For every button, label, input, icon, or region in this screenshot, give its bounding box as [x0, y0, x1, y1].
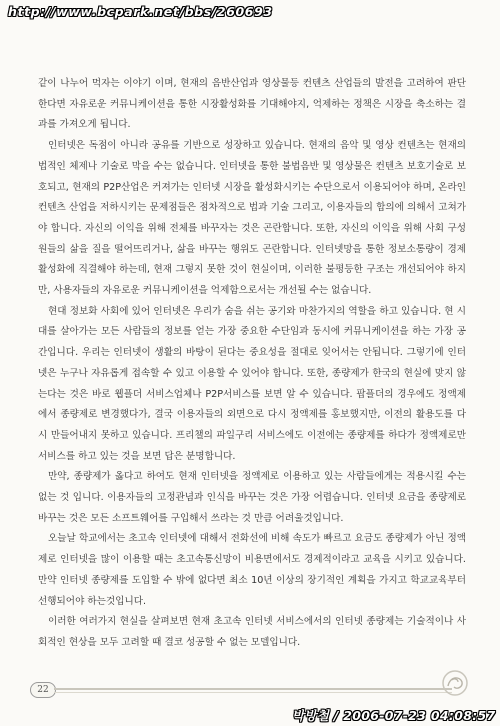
paragraph: 오늘날 학교에서는 초고속 인터넷에 대해서 전화선에 비해 속도가 빠르고 요금도 종량제가 아닌 정액제로 인터넷을 많이 이용할 때는 초고속통신망이 비용면에서도 경제적이라고 교육을 시키고 있습니다. 만약 인터넷 종량제를 도입할 수 밖에 없다면 최소 10년 이상의 장기적인 계획을 가지고 학교교육부터 선행되어야 하는것입니다. — [38, 533, 466, 607]
footer-rule-secondary — [54, 692, 452, 693]
body-text — [38, 74, 466, 654]
page-number: 22 — [30, 682, 56, 698]
footer-ornament-icon — [440, 668, 470, 698]
footer-rule — [54, 688, 452, 690]
paragraph: 같이 나누어 먹자는 이야기 이며, 현재의 음반산업과 영상물등 컨텐츠 산업들의 발전을 고려하여 판단한다면 자유로운 커뮤니케이션을 통한 시장활성화를 기대해야지, 억제하는 정책은 시장을 축소하는 결과를 가져오게 됩니다. — [38, 78, 466, 131]
source-url-overlay: http://www.bcpark.net/bbs/260693 — [8, 4, 273, 19]
paragraph: 인터넷은 독점이 아니라 공유를 기반으로 성장하고 있습니다. 현재의 음악 및 영상 컨텐츠는 현재의 법적인 체제나 기술로 막을 수는 없습니다. 인터넷을 통한 불법음반 및 영상물은 컨텐츠 보호기술로 보호되고, 현재의 P2P산업은 커져가는 인터넷 시장을 활성화시키는 수단으로서 이용되어야 하며, 온라인 컨텐츠 산업을 저하시키는 문제점들은 점차적으로 법과 기술 그리고, 이용자들의 합의에 의해서 고쳐가야 합니다. 자신의 이익을 위해 전체를 바꾸자는 것은 곤란합니다. 또한, 자신의 이익을 위해 사회 구성원들의 삶을 질을 떨어뜨리거나, 삶을 바꾸는 행위도 곤란합니다. 인터넷망을 통한 정보소통량이 경제활성화에 직결해야 하는데, 현재 그렇지 못한 것이 현실이며, 이러한 불평등한 구조는 개선되어야 하지만, 사용자들의 자유로운 커뮤니케이션을 억제함으로서는 개선될 수는 없습니다. — [38, 140, 466, 297]
paragraph: 이러한 여러가지 현실을 살펴보면 현재 초고속 인터넷 서비스에서의 인터넷 종량제는 기술적이나 사회적인 현상을 모두 고려할 때 결코 성공할 수 없는 모델입니다. — [38, 616, 466, 648]
upload-watermark: 박방철 / 2006-07-23 04:08:57 — [292, 708, 496, 723]
page-footer — [30, 676, 470, 706]
paragraph: 만약, 종량제가 옳다고 하여도 현재 인터넷을 정액제로 이용하고 있는 사람들에게는 적용시킬 수는 없는 것 입니다. 이용자들의 고정관념과 인식을 바꾸는 것은 가장 어렵습니다. 인터넷 요금을 종량제로 바꾸는 것은 모든 소프트웨어를 구입해서 쓰라는 것 만큼 어려울것입니다. — [38, 471, 466, 524]
paragraph: 현대 정보화 사회에 있어 인터넷은 우리가 숨을 쉬는 공기와 마찬가지의 역할을 하고 있습니다. 현 시대를 살아가는 모든 사람들의 정보를 얻는 가장 중요한 수단임과 동시에 커뮤니케이션을 하는 가장 공간입니다. 우리는 인터넷이 생활의 바탕이 된다는 중요성을 절대로 잊어서는 안됩니다. 그렇기에 인터넷은 누구나 자유롭게 접속할 수 있고 이용할 수 있어야 합니다. 또한, 종량제가 한국의 현실에 맞지 않는다는 것은 바로 웹플더 서비스업체나 P2P서비스를 보면 알 수 있습니다. 팝플더의 경우에도 정액제에서 종량제로 변경했다가, 결국 이용자들의 외면으로 다시 정액제를 홍보했지만, 이전의 활용도를 다시 만들어내지 못하고 있습니다. 프리챌의 파일구리 서비스에도 이전에는 종량제를 하다가 정액제로만 서비스를 하고 있는 것을 보면 답은 분명합니다. — [38, 305, 466, 462]
